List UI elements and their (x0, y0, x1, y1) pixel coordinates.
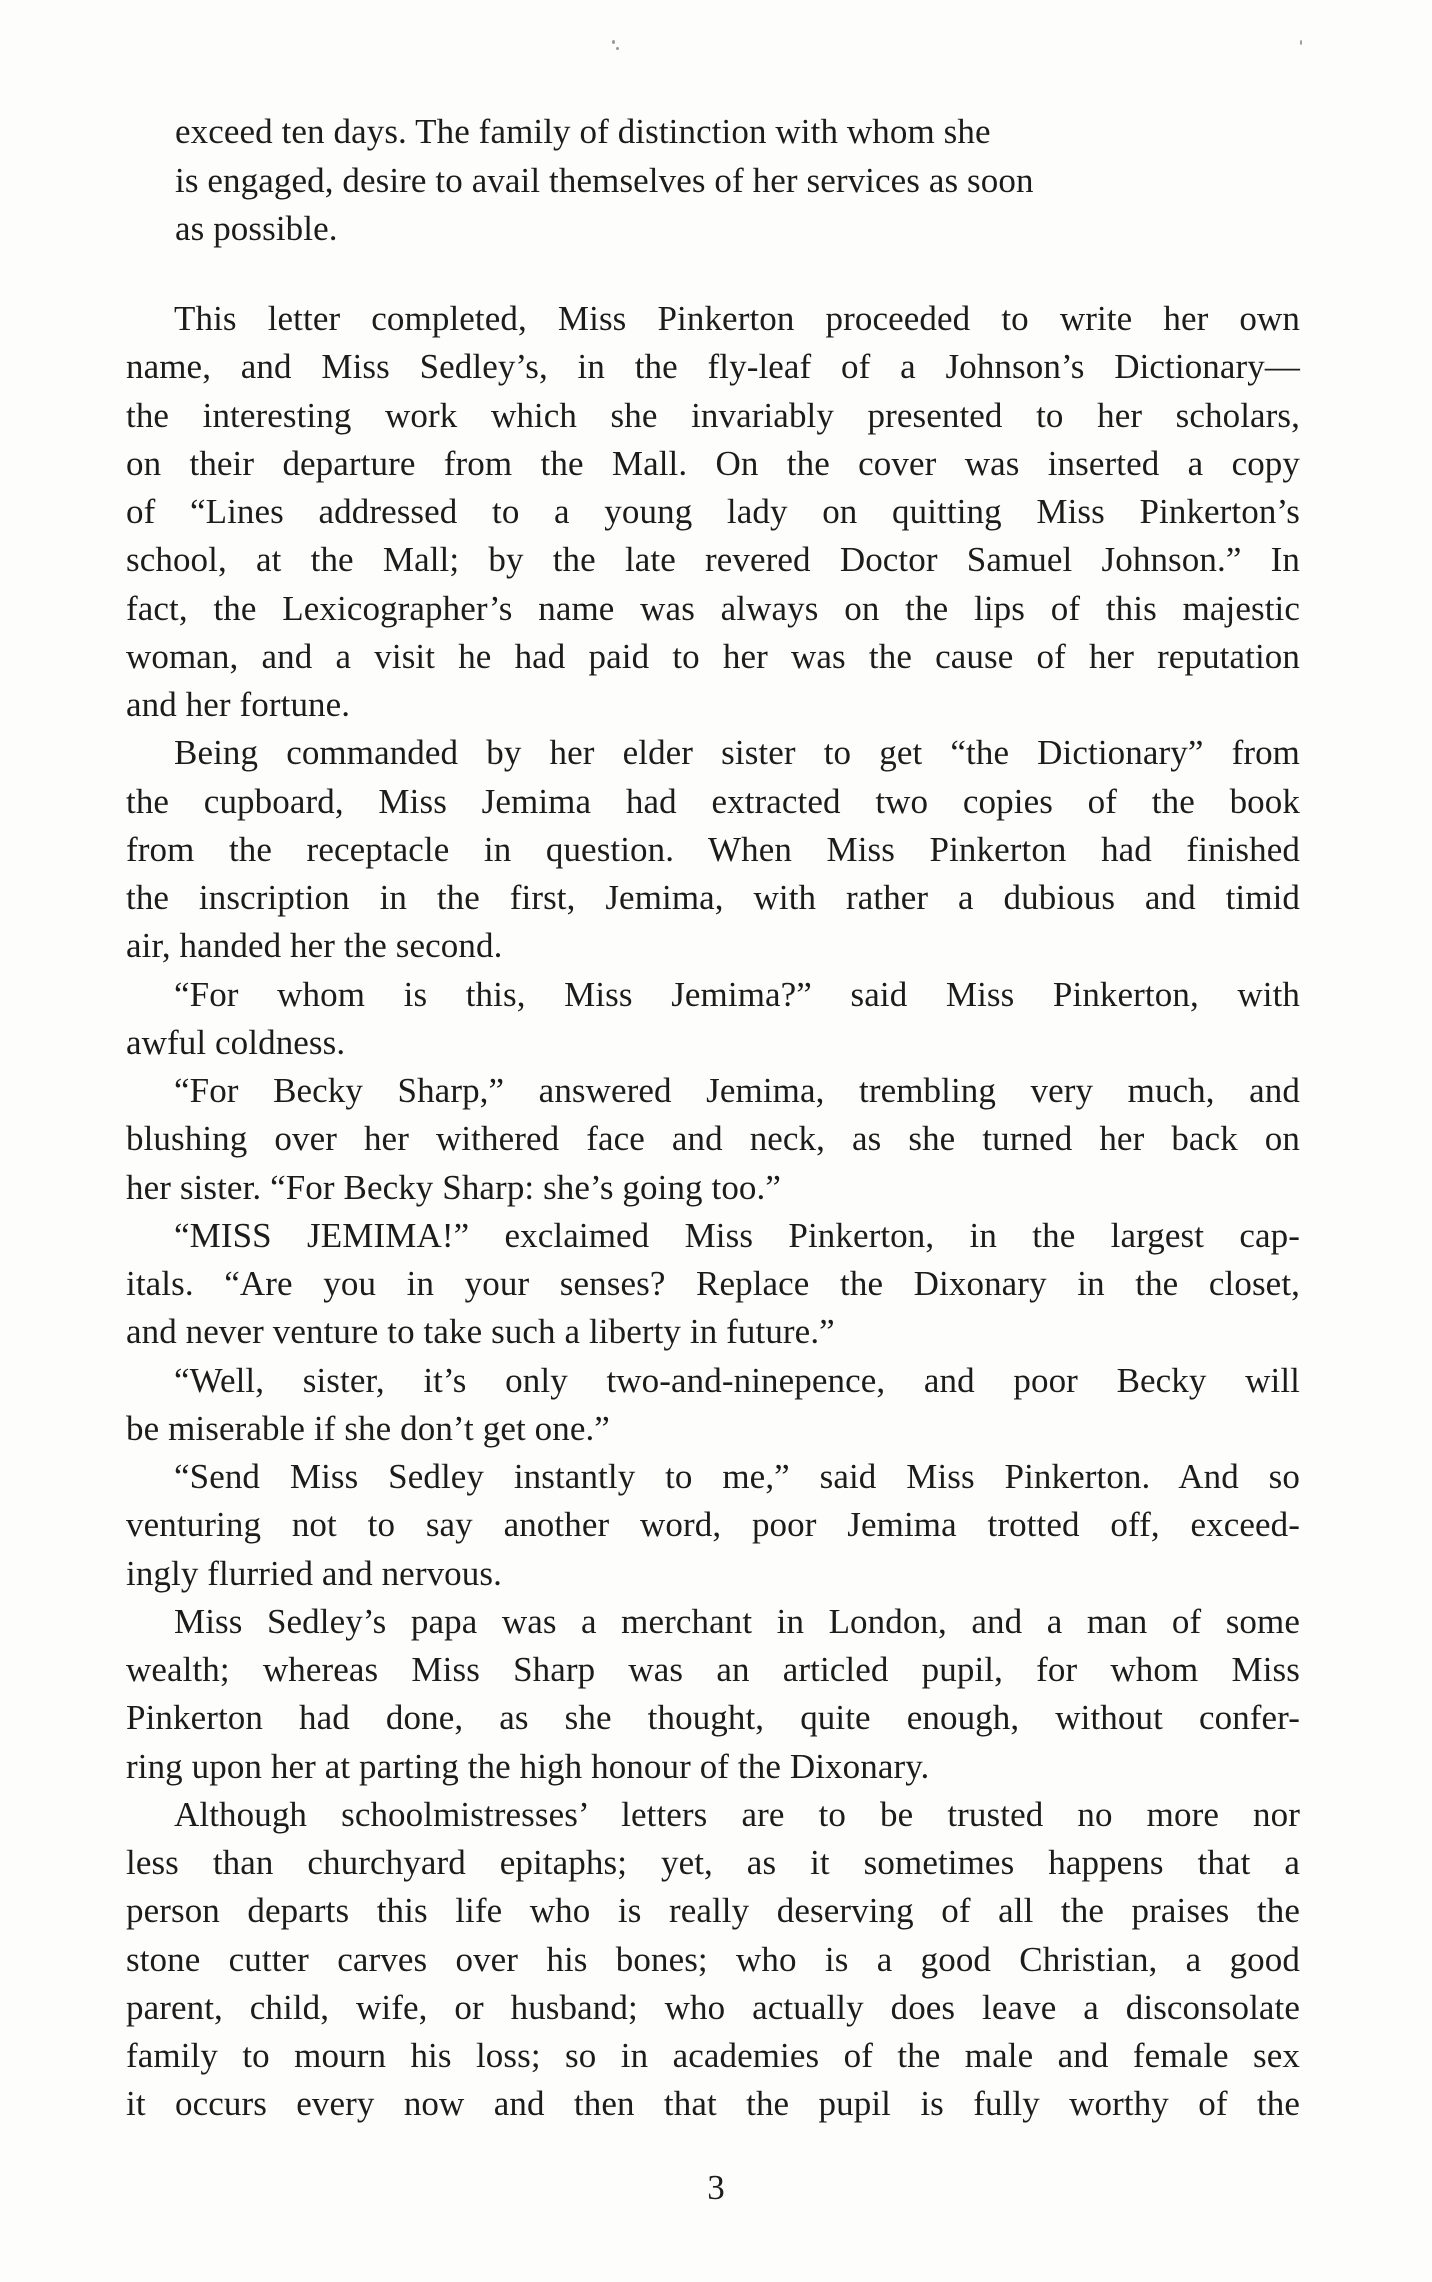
text-line: wealth; whereas Miss Sharp was an articled pupil, for whom Miss (126, 1650, 1300, 1689)
print-speck (612, 40, 615, 44)
text-line: name, and Miss Sedley’s, in the fly-leaf of a Johnson’s Dictionary— (126, 347, 1300, 387)
text-line: woman, and a visit he had paid to her was the cause of her reputation (126, 636, 1300, 676)
letter-line: as possible. (175, 209, 338, 248)
text-line: from the receptacle in question. When Miss Pinkerton had finished (126, 829, 1300, 869)
paragraph (126, 1357, 1300, 1454)
body-text (126, 295, 1300, 2129)
text-line: her sister. “For Becky Sharp: she’s going too.” (126, 1167, 782, 1207)
text-line: of “Lines addressed to a young lady on quitting Miss Pinkerton’s (126, 492, 1300, 531)
text-line: be miserable if she don’t get one.” (126, 1408, 610, 1448)
paragraph (126, 1791, 1300, 2129)
text-line: the inscription in the first, Jemima, with rather a dubious and timid (126, 878, 1300, 917)
text-line: the interesting work which she invariably presented to her scholars, (126, 395, 1300, 435)
page-number: 3 (707, 2168, 725, 2207)
text-line: less than churchyard epitaphs; yet, as it sometimes happens that a (126, 1843, 1300, 1882)
text-line: person departs this life who is really deserving of all the praises the (126, 1891, 1300, 1931)
letter-line: is engaged, desire to avail themselves of her services as soon (175, 160, 1034, 200)
text-line: Although schoolmistresses’ letters are to be trusted no more nor (174, 1794, 1300, 1834)
paragraph (126, 1212, 1300, 1357)
text-line: ring upon her at parting the high honour of the Dixonary. (126, 1746, 930, 1786)
text-line: venturing not to say another word, poor Jemima trotted off, exceed- (126, 1505, 1300, 1545)
letter-line: exceed ten days. The family of distinction with whom she (175, 112, 991, 151)
text-line: “Well, sister, it’s only two-and-ninepence, and poor Becky will (174, 1360, 1300, 1400)
text-line: family to mourn his loss; so in academies of the male and female sex (126, 2036, 1300, 2075)
text-line: on their departure from the Mall. On the cover was inserted a copy (126, 443, 1300, 483)
print-speck (616, 47, 619, 50)
text-line: parent, child, wife, or husband; who actually does leave a disconsolate (126, 1987, 1300, 2027)
text-line: “Send Miss Sedley instantly to me,” said Miss Pinkerton. And so (174, 1457, 1300, 1496)
paragraph (126, 1453, 1300, 1598)
text-line: stone cutter carves over his bones; who is a good Christian, a good (126, 1939, 1300, 1979)
paragraph (126, 295, 1300, 729)
text-line: Miss Sedley’s papa was a merchant in London, and a man of some (174, 1601, 1300, 1641)
text-line: and her fortune. (126, 685, 351, 724)
text-line: air, handed her the second. (126, 926, 503, 966)
text-line: and never venture to take such a liberty in future.” (126, 1312, 835, 1352)
text-line: This letter completed, Miss Pinkerton proceeded to write her own (174, 299, 1300, 338)
text-line: Being commanded by her elder sister to get “the Dictionary” from (174, 733, 1300, 773)
text-line: itals. “Are you in your senses? Replace the Dixonary in the closet, (126, 1264, 1300, 1303)
text-line: “For Becky Sharp,” answered Jemima, trembling very much, and (174, 1071, 1300, 1110)
letter-excerpt (175, 108, 1185, 254)
text-line: fact, the Lexicographer’s name was always on the lips of this majestic (126, 588, 1300, 628)
text-line: school, at the Mall; by the late revered Doctor Samuel Johnson.” In (126, 540, 1300, 580)
paragraph (126, 729, 1300, 970)
print-speck (1300, 40, 1302, 45)
paragraph (126, 1598, 1300, 1791)
text-line: “MISS JEMIMA!” exclaimed Miss Pinkerton, in the largest cap- (174, 1215, 1300, 1255)
text-line: the cupboard, Miss Jemima had extracted two copies of the book (126, 781, 1300, 821)
text-line: it occurs every now and then that the pupil is fully worthy of the (126, 2084, 1300, 2124)
text-line: “For whom is this, Miss Jemima?” said Miss Pinkerton, with (174, 974, 1300, 1014)
paragraph (126, 971, 1300, 1068)
paragraph (126, 1067, 1300, 1212)
text-line: awful coldness. (126, 1022, 346, 1062)
text-line: Pinkerton had done, as she thought, quite enough, without confer- (126, 1698, 1300, 1738)
text-line: blushing over her withered face and neck, as she turned her back on (126, 1119, 1300, 1159)
text-line: ingly flurried and nervous. (126, 1553, 502, 1593)
